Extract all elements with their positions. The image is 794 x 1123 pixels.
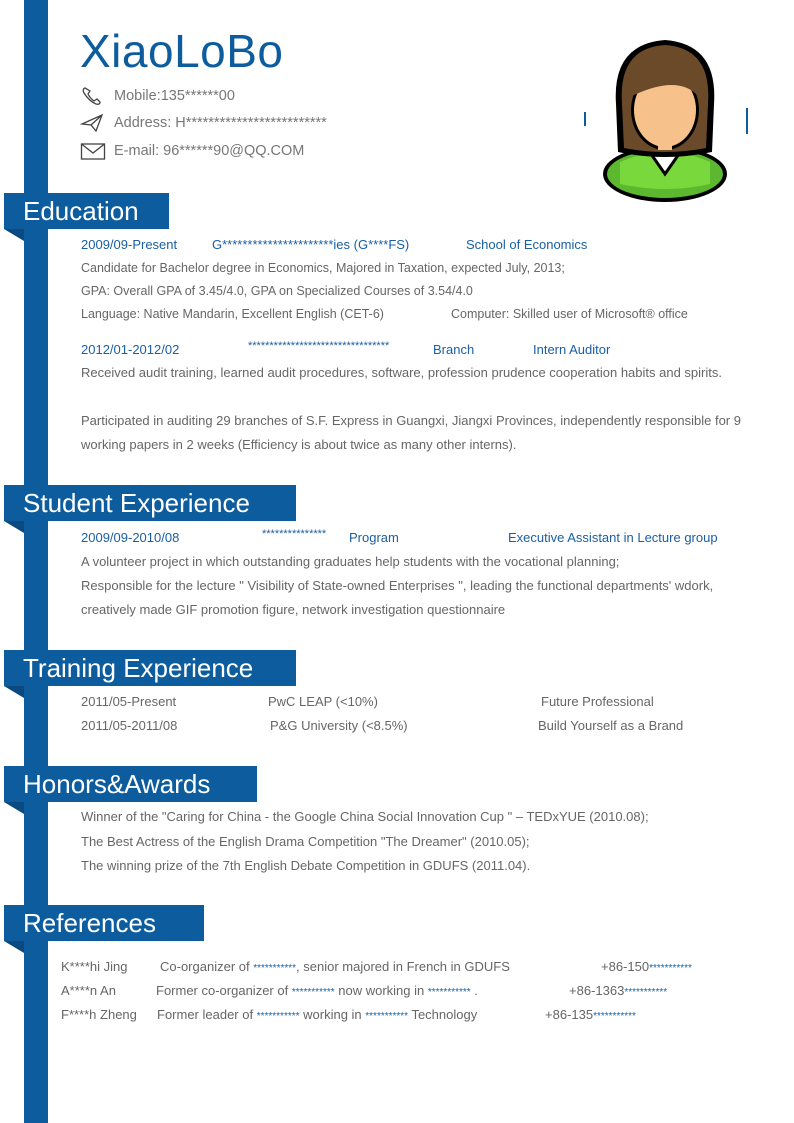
- internship-organization: *********************************: [248, 340, 390, 352]
- reference-phone: [545, 1007, 636, 1022]
- contact-mobile: [80, 86, 235, 106]
- internship-title: Intern Auditor: [533, 342, 611, 357]
- left-spine-bar: [24, 0, 48, 1123]
- education-gpa: GPA: Overall GPA of 3.45/4.0, GPA on Specialized Courses of 3.54/4.0: [81, 284, 473, 298]
- training-date: 2011/05-2011/08: [81, 718, 178, 733]
- contact-address: [80, 113, 327, 133]
- reference-detail: now working in: [334, 983, 428, 998]
- reference-masked: ***********: [427, 987, 471, 998]
- education-degree: Candidate for Bachelor degree in Economics, Majored in Taxation, expected July, 2013;: [81, 261, 565, 275]
- reference-name: K****hi Jing: [61, 959, 128, 974]
- internship-branch: Branch: [433, 342, 475, 357]
- honor-item: The Best Actress of the English Drama Competition "The Dreamer" (2010.05);: [81, 834, 530, 849]
- phone-icon: [80, 86, 106, 106]
- internship-description: Participated in auditing 29 branches of S.F. Express in Guangxi, Jiangxi Provinces, independently responsible for 9 working papers in 2 weeks (Efficiency is about twice as many other interns).: [81, 413, 741, 452]
- paper-plane-icon: [80, 113, 106, 133]
- education-department: School of Economics: [466, 237, 588, 252]
- envelope-icon: [80, 141, 106, 161]
- email-text: E-mail: 96******90@QQ.COM: [114, 143, 305, 159]
- reference-description: [160, 959, 510, 974]
- education-school: G**********************ies (G****FS): [212, 237, 410, 252]
- reference-phone: [601, 959, 692, 974]
- reference-masked: ***********: [256, 1011, 300, 1022]
- training-title: Build Yourself as a Brand: [538, 718, 684, 733]
- reference-phone-masked: ***********: [624, 987, 668, 998]
- training-date: 2011/05-Present: [81, 694, 177, 709]
- student-program: Program: [349, 530, 399, 545]
- education-language: Language: Native Mandarin, Excellent English (CET-6): [81, 307, 384, 321]
- section-heading-honors: Honors&Awards: [4, 766, 257, 802]
- banner-fold: [4, 229, 24, 241]
- student-organization: ***************: [262, 528, 327, 540]
- reference-phone-prefix: +86-1363: [569, 983, 625, 998]
- education-date: 2009/09-Present: [81, 237, 178, 252]
- training-title: Future Professional: [541, 694, 654, 709]
- internship-date: 2012/01-2012/02: [81, 342, 180, 357]
- section-heading-student-experience: Student Experience: [4, 485, 296, 521]
- student-role: Executive Assistant in Lecture group: [508, 530, 718, 545]
- candidate-name: XiaoLoBo: [80, 25, 284, 77]
- reference-phone-prefix: +86-150: [601, 959, 650, 974]
- photo-frame-mark: [584, 112, 586, 126]
- internship-description: Received audit training, learned audit procedures, software, profession prudence cooperation habits and spirits.: [81, 365, 722, 380]
- student-date: 2009/09-2010/08: [81, 530, 180, 545]
- student-description: creatively made GIF promotion figure, network investigation questionnaire: [81, 602, 506, 617]
- reference-detail: , senior majored in French in GDUFS: [296, 959, 510, 974]
- address-text: Address: H*************************: [114, 115, 327, 131]
- student-description: A volunteer project in which outstanding graduates help students with the vocational planning;: [81, 554, 620, 569]
- reference-phone: [569, 983, 667, 998]
- student-description: Responsible for the lecture " Visibility of State-owned Enterprises ", leading the functional departments' wdork,: [81, 578, 714, 593]
- education-computer: Computer: Skilled user of Microsoft® office: [451, 307, 688, 321]
- banner-fold: [4, 521, 24, 533]
- reference-name: F****h Zheng: [61, 1007, 137, 1022]
- training-program: PwC LEAP (<10%): [268, 694, 378, 709]
- contact-email: [80, 141, 304, 161]
- reference-phone-prefix: +86-135: [545, 1007, 594, 1022]
- banner-fold: [4, 941, 24, 953]
- banner-fold: [4, 686, 24, 698]
- reference-masked: ***********: [365, 1011, 409, 1022]
- reference-detail: .: [470, 983, 478, 998]
- reference-description: [156, 983, 478, 998]
- reference-phone-masked: ***********: [593, 1011, 636, 1022]
- section-heading-education: Education: [4, 193, 169, 229]
- reference-description: [157, 1007, 477, 1022]
- photo-frame-mark: [746, 108, 748, 134]
- reference-detail: Technology: [408, 1007, 478, 1022]
- reference-masked: ***********: [291, 987, 335, 998]
- training-program: P&G University (<8.5%): [270, 718, 408, 733]
- honor-item: Winner of the "Caring for China - the Google China Social Innovation Cup " – TEDxYUE (2010.08);: [81, 809, 649, 824]
- reference-role: Former co-organizer of: [156, 983, 292, 998]
- honor-item: The winning prize of the 7th English Debate Competition in GDUFS (2011.04).: [81, 858, 531, 873]
- reference-detail: working in: [299, 1007, 366, 1022]
- reference-masked: ***********: [253, 963, 297, 974]
- reference-name: A****n An: [61, 983, 116, 998]
- reference-phone-masked: ***********: [649, 963, 692, 974]
- reference-role: Co-organizer of: [160, 959, 254, 974]
- profile-avatar: [598, 34, 732, 202]
- section-heading-training-experience: Training Experience: [4, 650, 296, 686]
- reference-role: Former leader of: [157, 1007, 257, 1022]
- section-heading-references: References: [4, 905, 204, 941]
- mobile-text: Mobile:135******00: [114, 88, 235, 104]
- banner-fold: [4, 802, 24, 814]
